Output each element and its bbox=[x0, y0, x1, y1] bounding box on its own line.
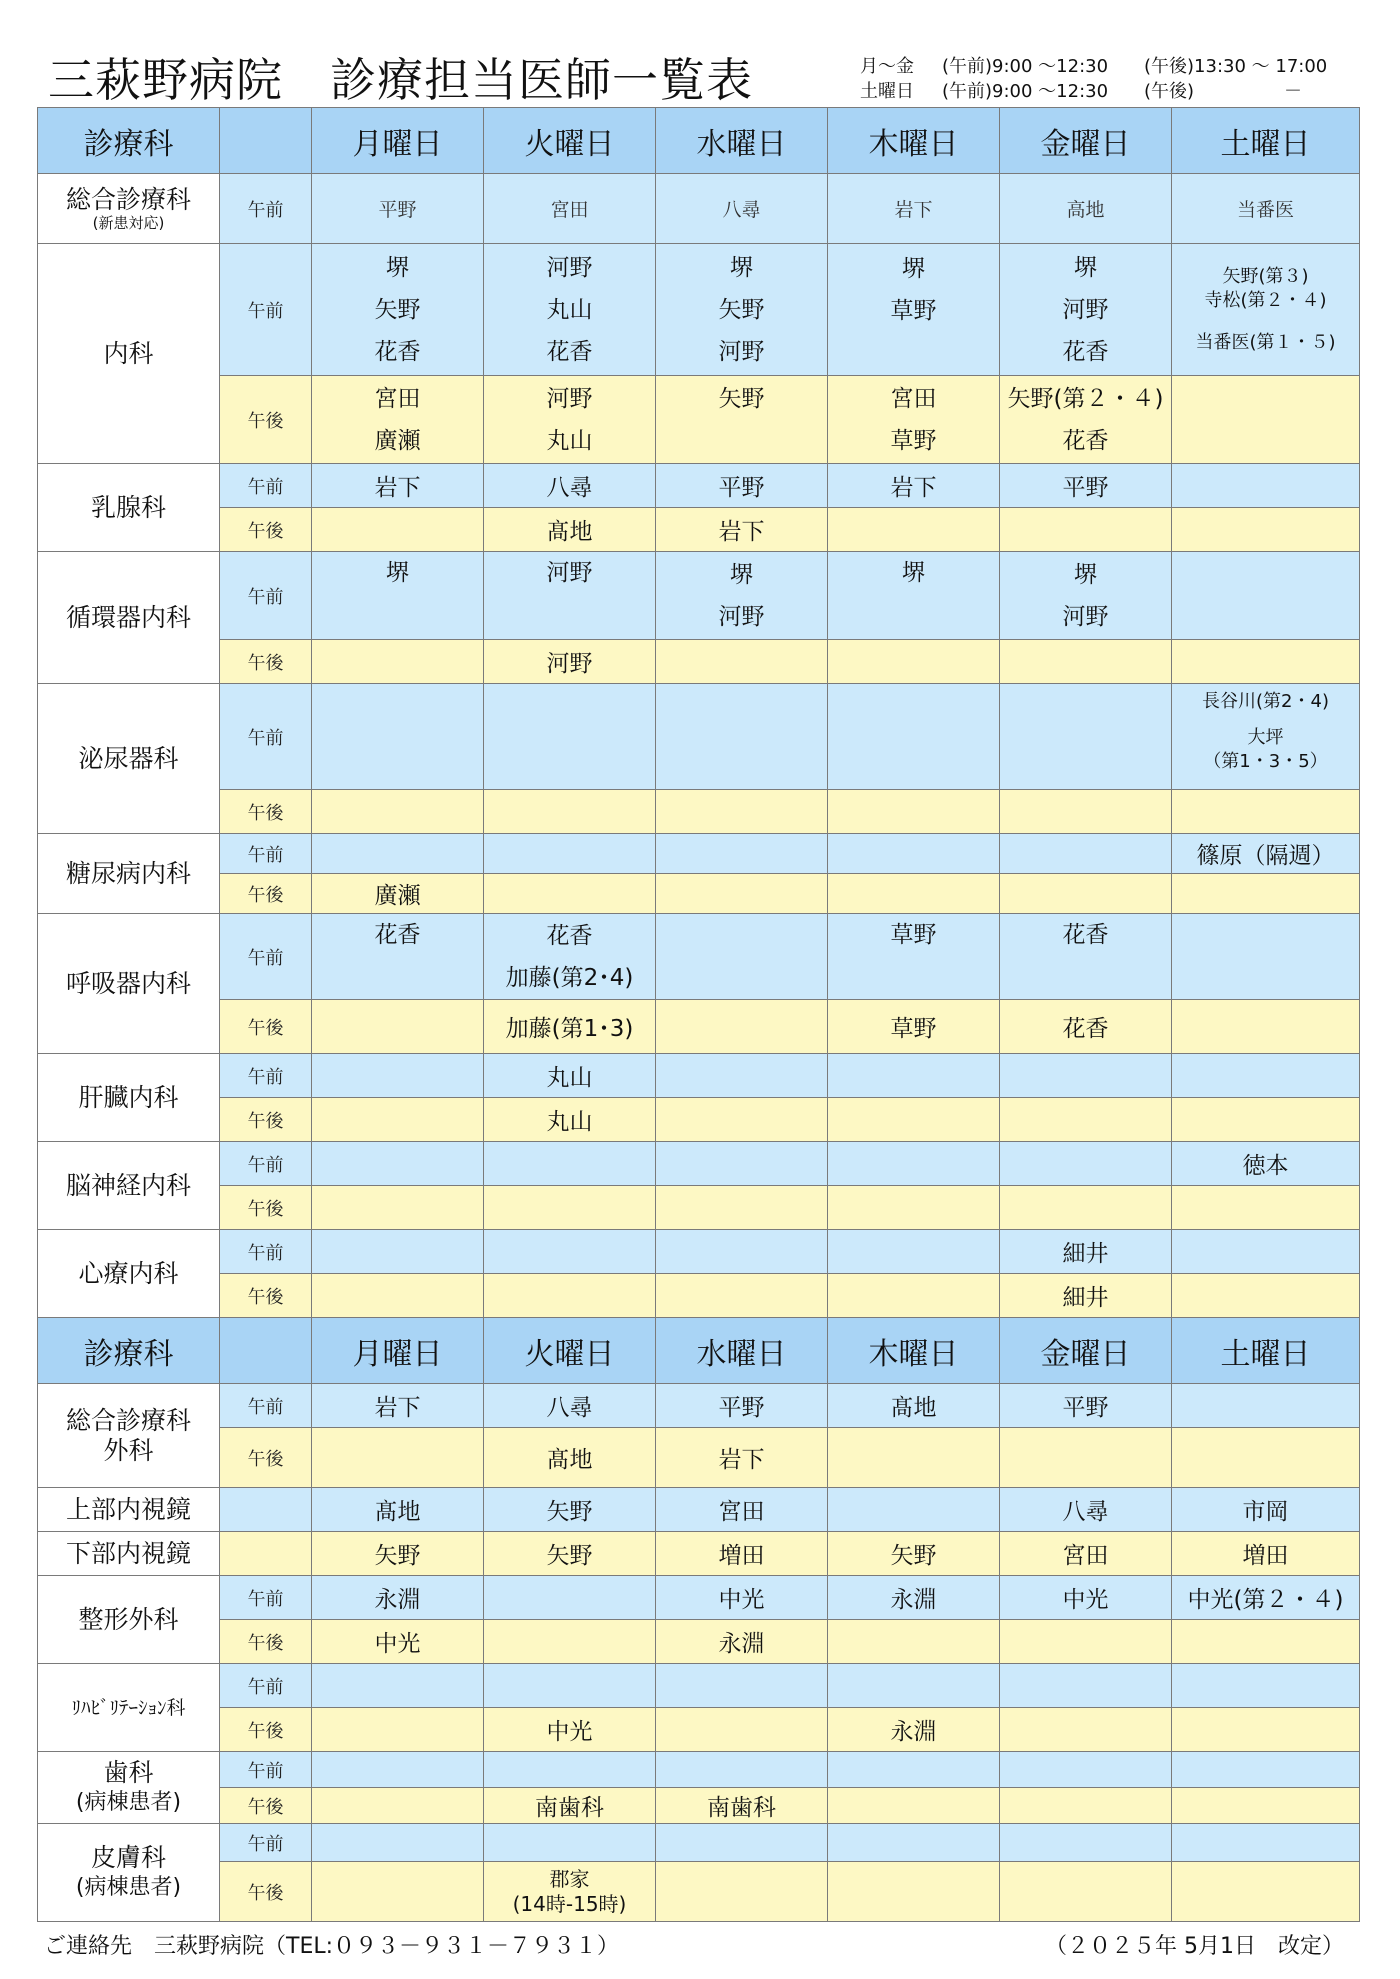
schedule-cell bbox=[1172, 1000, 1360, 1054]
day-header: 月曜日 bbox=[312, 1318, 484, 1384]
period-pm: 午後 bbox=[220, 1186, 312, 1230]
schedule-cell bbox=[1172, 640, 1360, 684]
schedule-cell bbox=[828, 1054, 1000, 1098]
schedule-cell bbox=[484, 874, 656, 914]
schedule-cell bbox=[484, 684, 656, 790]
period-am: 午前 bbox=[220, 914, 312, 1000]
schedule-cell: 岩下 bbox=[828, 464, 1000, 508]
schedule-cell bbox=[1000, 790, 1172, 834]
table-row bbox=[38, 1824, 1360, 1862]
period-am: 午前 bbox=[220, 1664, 312, 1708]
schedule-cell bbox=[312, 1862, 484, 1922]
schedule-cell bbox=[484, 1230, 656, 1274]
day-header: 火曜日 bbox=[484, 1318, 656, 1384]
day-header: 土曜日 bbox=[1172, 108, 1360, 174]
schedule-cell: 南歯科 bbox=[656, 1788, 828, 1824]
schedule-cell: 宮田 bbox=[484, 174, 656, 244]
dept-name: 歯科 (病棟患者) bbox=[38, 1752, 220, 1824]
period-pm: 午後 bbox=[220, 1098, 312, 1142]
period-pm: 午後 bbox=[220, 1000, 312, 1054]
table-row bbox=[38, 1532, 1360, 1576]
schedule-cell: 花香 bbox=[1000, 914, 1172, 1000]
schedule-cell bbox=[656, 640, 828, 684]
schedule-cell: 堺 河野 bbox=[656, 552, 828, 640]
schedule-cell bbox=[656, 684, 828, 790]
schedule-cell bbox=[1172, 1824, 1360, 1862]
dept-name: 肝臓内科 bbox=[38, 1054, 220, 1142]
schedule-cell: 平野 bbox=[656, 1384, 828, 1428]
period-am: 午前 bbox=[220, 464, 312, 508]
schedule-cell bbox=[1172, 508, 1360, 552]
schedule-cell bbox=[828, 1274, 1000, 1318]
schedule-cell: 増田 bbox=[1172, 1532, 1360, 1576]
schedule-cell bbox=[1000, 1664, 1172, 1708]
period-pm: 午後 bbox=[220, 376, 312, 464]
schedule-cell bbox=[656, 1708, 828, 1752]
schedule-cell: 平野 bbox=[656, 464, 828, 508]
schedule-cell bbox=[1000, 1824, 1172, 1862]
schedule-cell: 市岡 bbox=[1172, 1488, 1360, 1532]
period-cell bbox=[220, 1532, 312, 1576]
schedule-cell bbox=[656, 1752, 828, 1788]
schedule-cell bbox=[656, 834, 828, 874]
schedule-cell bbox=[828, 1488, 1000, 1532]
table-row bbox=[38, 1274, 1360, 1318]
schedule-cell bbox=[1172, 1788, 1360, 1824]
table-row bbox=[38, 1788, 1360, 1824]
schedule-cell: 八尋 bbox=[484, 464, 656, 508]
schedule-cell bbox=[1172, 376, 1360, 464]
schedule-cell bbox=[828, 1620, 1000, 1664]
period-pm: 午後 bbox=[220, 790, 312, 834]
period-am: 午前 bbox=[220, 174, 312, 244]
schedule-cell: 髙地 bbox=[484, 508, 656, 552]
schedule-cell bbox=[656, 790, 828, 834]
schedule-cell bbox=[312, 790, 484, 834]
dept-name: 循環器内科 bbox=[38, 552, 220, 684]
consultation-hours bbox=[860, 54, 1327, 104]
dept-name: 総合診療科 外科 bbox=[38, 1384, 220, 1488]
contact-info: ご連絡先 三萩野病院（TEL:０９３－９３１－７９３１） bbox=[44, 1934, 620, 1959]
table-row bbox=[38, 1708, 1360, 1752]
day-header: 金曜日 bbox=[1000, 108, 1172, 174]
schedule-cell: 花香 bbox=[312, 914, 484, 1000]
schedule-cell bbox=[828, 1752, 1000, 1788]
dept-name: 心療内科 bbox=[38, 1230, 220, 1318]
table-row bbox=[38, 464, 1360, 508]
table-row bbox=[38, 1054, 1360, 1098]
schedule-cell bbox=[484, 1142, 656, 1186]
schedule-cell bbox=[828, 1824, 1000, 1862]
schedule-cell bbox=[828, 1098, 1000, 1142]
schedule-cell bbox=[828, 1186, 1000, 1230]
table-row bbox=[38, 1230, 1360, 1274]
schedule-cell bbox=[656, 1230, 828, 1274]
schedule-cell bbox=[828, 1862, 1000, 1922]
schedule-cell bbox=[1172, 1098, 1360, 1142]
schedule-cell: 郡家 (14時-15時) bbox=[484, 1862, 656, 1922]
page-title: 三萩野病院 診療担当医師一覧表 bbox=[48, 53, 753, 107]
schedule-cell bbox=[312, 1274, 484, 1318]
table-row bbox=[38, 1862, 1360, 1922]
schedule-cell bbox=[1172, 1620, 1360, 1664]
schedule-cell bbox=[1172, 1428, 1360, 1488]
schedule-cell: 中光(第２・４) bbox=[1172, 1576, 1360, 1620]
period-am: 午前 bbox=[220, 1142, 312, 1186]
schedule-cell: 岩下 bbox=[656, 1428, 828, 1488]
schedule-cell: 草野 bbox=[828, 914, 1000, 1000]
schedule-cell bbox=[484, 1620, 656, 1664]
period-pm: 午後 bbox=[220, 1788, 312, 1824]
period-am: 午前 bbox=[220, 1230, 312, 1274]
schedule-cell: 堺 草野 bbox=[828, 244, 1000, 376]
schedule-cell: 細井 bbox=[1000, 1274, 1172, 1318]
schedule-cell: 丸山 bbox=[484, 1098, 656, 1142]
schedule-cell bbox=[484, 1664, 656, 1708]
table-row bbox=[38, 1428, 1360, 1488]
schedule-cell bbox=[656, 1054, 828, 1098]
schedule-cell bbox=[828, 1788, 1000, 1824]
schedule-cell bbox=[828, 684, 1000, 790]
table-row bbox=[38, 1384, 1360, 1428]
schedule-cell bbox=[1000, 1788, 1172, 1824]
table-row bbox=[38, 1000, 1360, 1054]
schedule-cell: 平野 bbox=[1000, 1384, 1172, 1428]
dept-name: 内科 bbox=[38, 244, 220, 464]
schedule-cell: 平野 bbox=[312, 174, 484, 244]
day-header: 木曜日 bbox=[828, 108, 1000, 174]
period-pm: 午後 bbox=[220, 640, 312, 684]
table-row bbox=[38, 914, 1360, 1000]
table-row bbox=[38, 1098, 1360, 1142]
schedule-cell: 中光 bbox=[312, 1620, 484, 1664]
schedule-cell: 中光 bbox=[1000, 1576, 1172, 1620]
schedule-cell: 堺 矢野 花香 bbox=[312, 244, 484, 376]
schedule-cell bbox=[484, 1752, 656, 1788]
day-header: 土曜日 bbox=[1172, 1318, 1360, 1384]
schedule-cell: 平野 bbox=[1000, 464, 1172, 508]
day-header: 月曜日 bbox=[312, 108, 484, 174]
schedule-cell bbox=[484, 1576, 656, 1620]
schedule-cell bbox=[656, 874, 828, 914]
table-header-row bbox=[38, 108, 1360, 174]
schedule-cell: 矢野 bbox=[656, 376, 828, 464]
schedule-cell bbox=[484, 1186, 656, 1230]
schedule-cell bbox=[1000, 1428, 1172, 1488]
schedule-cell bbox=[1172, 1054, 1360, 1098]
schedule-cell: 永淵 bbox=[828, 1708, 1000, 1752]
table-row bbox=[38, 174, 1360, 244]
schedule-cell bbox=[1000, 1098, 1172, 1142]
period-am: 午前 bbox=[220, 1576, 312, 1620]
schedule-cell bbox=[1000, 1142, 1172, 1186]
schedule-cell: 矢野 bbox=[484, 1488, 656, 1532]
schedule-cell bbox=[828, 874, 1000, 914]
schedule-cell bbox=[656, 1142, 828, 1186]
dept-name: 泌尿器科 bbox=[38, 684, 220, 834]
schedule-cell bbox=[828, 790, 1000, 834]
schedule-cell bbox=[656, 914, 828, 1000]
schedule-cell: 長谷川(第2・4) 大坪 （第1・3・5） bbox=[1172, 684, 1360, 790]
dept-name: ﾘﾊﾋﾞﾘﾃｰｼｮﾝ科 bbox=[38, 1664, 220, 1752]
schedule-cell: 八尋 bbox=[1000, 1488, 1172, 1532]
schedule-cell: 草野 bbox=[828, 1000, 1000, 1054]
period-am: 午前 bbox=[220, 552, 312, 640]
dept-name: 脳神経内科 bbox=[38, 1142, 220, 1230]
schedule-cell: 徳本 bbox=[1172, 1142, 1360, 1186]
hours-saturday: 土曜日 (午前)9:00 ～12:30 (午後) － bbox=[860, 81, 1303, 102]
period-header bbox=[220, 1318, 312, 1384]
schedule-cell bbox=[1172, 790, 1360, 834]
schedule-cell: 岩下 bbox=[312, 464, 484, 508]
period-pm: 午後 bbox=[220, 508, 312, 552]
period-pm: 午後 bbox=[220, 1428, 312, 1488]
schedule-cell bbox=[1000, 508, 1172, 552]
period-pm: 午後 bbox=[220, 874, 312, 914]
period-pm: 午後 bbox=[220, 1620, 312, 1664]
day-header: 水曜日 bbox=[656, 108, 828, 174]
schedule-cell bbox=[1000, 684, 1172, 790]
schedule-cell bbox=[1000, 1752, 1172, 1788]
table-row bbox=[38, 790, 1360, 834]
schedule-cell bbox=[312, 640, 484, 684]
schedule-cell: 八尋 bbox=[484, 1384, 656, 1428]
schedule-cell bbox=[1172, 1862, 1360, 1922]
schedule-cell bbox=[656, 1098, 828, 1142]
day-header: 金曜日 bbox=[1000, 1318, 1172, 1384]
schedule-cell bbox=[484, 1274, 656, 1318]
schedule-cell bbox=[1172, 1384, 1360, 1428]
schedule-cell: 岩下 bbox=[828, 174, 1000, 244]
table-row bbox=[38, 1752, 1360, 1788]
schedule-cell bbox=[1172, 1230, 1360, 1274]
schedule-cell: 中光 bbox=[484, 1708, 656, 1752]
schedule-cell: 髙地 bbox=[828, 1384, 1000, 1428]
dept-name: 総合診療科 (新患対応) bbox=[38, 174, 220, 244]
schedule-cell: 宮田 廣瀬 bbox=[312, 376, 484, 464]
schedule-cell bbox=[1172, 874, 1360, 914]
day-header: 木曜日 bbox=[828, 1318, 1000, 1384]
schedule-cell bbox=[1000, 834, 1172, 874]
schedule-cell bbox=[828, 1664, 1000, 1708]
schedule-cell bbox=[1000, 640, 1172, 684]
table-row bbox=[38, 1664, 1360, 1708]
period-pm: 午後 bbox=[220, 1274, 312, 1318]
schedule-cell: 増田 bbox=[656, 1532, 828, 1576]
schedule-cell: 南歯科 bbox=[484, 1788, 656, 1824]
schedule-cell: 矢野(第３) 寺松(第２・４) 当番医(第１・５) bbox=[1172, 244, 1360, 376]
schedule-cell: 河野 bbox=[484, 640, 656, 684]
schedule-cell bbox=[312, 1142, 484, 1186]
schedule-cell bbox=[1172, 464, 1360, 508]
schedule-cell bbox=[656, 1274, 828, 1318]
schedule-cell bbox=[484, 1824, 656, 1862]
period-header bbox=[220, 108, 312, 174]
schedule-cell bbox=[312, 1708, 484, 1752]
schedule-table bbox=[37, 107, 1360, 1922]
dept-name: 整形外科 bbox=[38, 1576, 220, 1664]
schedule-cell: 岩下 bbox=[656, 508, 828, 552]
table-row bbox=[38, 1576, 1360, 1620]
table-row bbox=[38, 552, 1360, 640]
schedule-cell bbox=[312, 684, 484, 790]
table-row bbox=[38, 1488, 1360, 1532]
table-row bbox=[38, 684, 1360, 790]
schedule-cell: 河野 丸山 花香 bbox=[484, 244, 656, 376]
schedule-cell: 髙地 bbox=[312, 1488, 484, 1532]
schedule-cell: 河野 bbox=[484, 552, 656, 640]
schedule-cell: 廣瀬 bbox=[312, 874, 484, 914]
schedule-cell bbox=[1000, 1054, 1172, 1098]
table-row bbox=[38, 376, 1360, 464]
schedule-cell bbox=[656, 1186, 828, 1230]
schedule-cell: 堺 河野 花香 bbox=[1000, 244, 1172, 376]
schedule-cell: 高地 bbox=[1000, 174, 1172, 244]
hours-weekday: 月～金 (午前)9:00 ～12:30 (午後)13:30 ～ 17:00 bbox=[860, 56, 1328, 77]
schedule-cell bbox=[312, 1098, 484, 1142]
period-am: 午前 bbox=[220, 1384, 312, 1428]
schedule-cell bbox=[312, 1054, 484, 1098]
table-row bbox=[38, 640, 1360, 684]
schedule-cell: 矢野 bbox=[312, 1532, 484, 1576]
dept-name: 呼吸器内科 bbox=[38, 914, 220, 1054]
schedule-cell bbox=[312, 508, 484, 552]
period-am: 午前 bbox=[220, 834, 312, 874]
schedule-cell bbox=[828, 640, 1000, 684]
schedule-cell bbox=[312, 1824, 484, 1862]
dept-name: 乳腺科 bbox=[38, 464, 220, 552]
table-row bbox=[38, 834, 1360, 874]
schedule-cell bbox=[1172, 1664, 1360, 1708]
schedule-cell: 花香 加藤(第2･4) bbox=[484, 914, 656, 1000]
table-row bbox=[38, 1186, 1360, 1230]
period-am: 午前 bbox=[220, 244, 312, 376]
schedule-cell bbox=[656, 1824, 828, 1862]
dept-name: 糖尿病内科 bbox=[38, 834, 220, 914]
schedule-cell bbox=[312, 1788, 484, 1824]
schedule-cell bbox=[1172, 1274, 1360, 1318]
schedule-cell bbox=[1172, 1752, 1360, 1788]
schedule-cell bbox=[312, 1186, 484, 1230]
schedule-cell: 宮田 草野 bbox=[828, 376, 1000, 464]
table-row bbox=[38, 1142, 1360, 1186]
schedule-cell: 当番医 bbox=[1172, 174, 1360, 244]
schedule-cell bbox=[312, 1000, 484, 1054]
schedule-cell: 加藤(第1･3) bbox=[484, 1000, 656, 1054]
schedule-cell: 髙地 bbox=[484, 1428, 656, 1488]
day-header: 火曜日 bbox=[484, 108, 656, 174]
dept-header: 診療科 bbox=[38, 108, 220, 174]
schedule-cell: 岩下 bbox=[312, 1384, 484, 1428]
schedule-cell: 矢野 bbox=[828, 1532, 1000, 1576]
schedule-cell: 丸山 bbox=[484, 1054, 656, 1098]
table-header-row bbox=[38, 1318, 1360, 1384]
schedule-cell bbox=[828, 1142, 1000, 1186]
schedule-cell bbox=[312, 1230, 484, 1274]
page-header bbox=[48, 40, 1360, 107]
schedule-cell: 矢野(第２・４) 花香 bbox=[1000, 376, 1172, 464]
table-row bbox=[38, 874, 1360, 914]
schedule-cell: 堺 河野 bbox=[1000, 552, 1172, 640]
dept-name: 皮膚科 (病棟患者) bbox=[38, 1824, 220, 1922]
schedule-cell bbox=[1172, 914, 1360, 1000]
schedule-cell: 河野 丸山 bbox=[484, 376, 656, 464]
schedule-cell bbox=[828, 508, 1000, 552]
page-footer bbox=[44, 1929, 1344, 1959]
schedule-cell: 宮田 bbox=[1000, 1532, 1172, 1576]
schedule-cell bbox=[312, 1428, 484, 1488]
schedule-cell bbox=[656, 1664, 828, 1708]
schedule-cell bbox=[312, 1752, 484, 1788]
dept-name: 上部内視鏡 bbox=[38, 1488, 220, 1532]
period-cell bbox=[220, 1488, 312, 1532]
schedule-cell bbox=[312, 1664, 484, 1708]
period-am: 午前 bbox=[220, 1824, 312, 1862]
table-row bbox=[38, 508, 1360, 552]
period-pm: 午後 bbox=[220, 1708, 312, 1752]
period-pm: 午後 bbox=[220, 1862, 312, 1922]
schedule-cell bbox=[312, 834, 484, 874]
schedule-cell bbox=[1000, 1620, 1172, 1664]
schedule-cell: 堺 矢野 河野 bbox=[656, 244, 828, 376]
schedule-cell: 八尋 bbox=[656, 174, 828, 244]
table-row bbox=[38, 1620, 1360, 1664]
schedule-cell bbox=[1000, 1186, 1172, 1230]
schedule-cell: 永淵 bbox=[828, 1576, 1000, 1620]
schedule-cell bbox=[828, 1230, 1000, 1274]
schedule-cell bbox=[656, 1862, 828, 1922]
schedule-cell: 矢野 bbox=[484, 1532, 656, 1576]
schedule-cell: 永淵 bbox=[312, 1576, 484, 1620]
schedule-cell: 花香 bbox=[1000, 1000, 1172, 1054]
schedule-cell: 細井 bbox=[1000, 1230, 1172, 1274]
dept-name: 下部内視鏡 bbox=[38, 1532, 220, 1576]
period-am: 午前 bbox=[220, 684, 312, 790]
day-header: 水曜日 bbox=[656, 1318, 828, 1384]
schedule-cell bbox=[484, 790, 656, 834]
schedule-cell bbox=[828, 834, 1000, 874]
schedule-cell: 中光 bbox=[656, 1576, 828, 1620]
schedule-cell bbox=[1172, 552, 1360, 640]
period-am: 午前 bbox=[220, 1752, 312, 1788]
schedule-cell: 永淵 bbox=[656, 1620, 828, 1664]
period-am: 午前 bbox=[220, 1054, 312, 1098]
schedule-cell bbox=[656, 1000, 828, 1054]
schedule-cell bbox=[1172, 1186, 1360, 1230]
schedule-cell bbox=[1000, 1708, 1172, 1752]
revision-date: （２０２５年 5月1日 改定） bbox=[1045, 1934, 1344, 1959]
schedule-cell bbox=[828, 1428, 1000, 1488]
schedule-cell bbox=[1000, 874, 1172, 914]
dept-header: 診療科 bbox=[38, 1318, 220, 1384]
schedule-cell bbox=[484, 834, 656, 874]
schedule-cell bbox=[1000, 1862, 1172, 1922]
schedule-cell: 堺 bbox=[828, 552, 1000, 640]
schedule-cell: 宮田 bbox=[656, 1488, 828, 1532]
schedule-cell: 堺 bbox=[312, 552, 484, 640]
schedule-cell: 篠原（隔週） bbox=[1172, 834, 1360, 874]
table-row bbox=[38, 244, 1360, 376]
schedule-cell bbox=[1172, 1708, 1360, 1752]
